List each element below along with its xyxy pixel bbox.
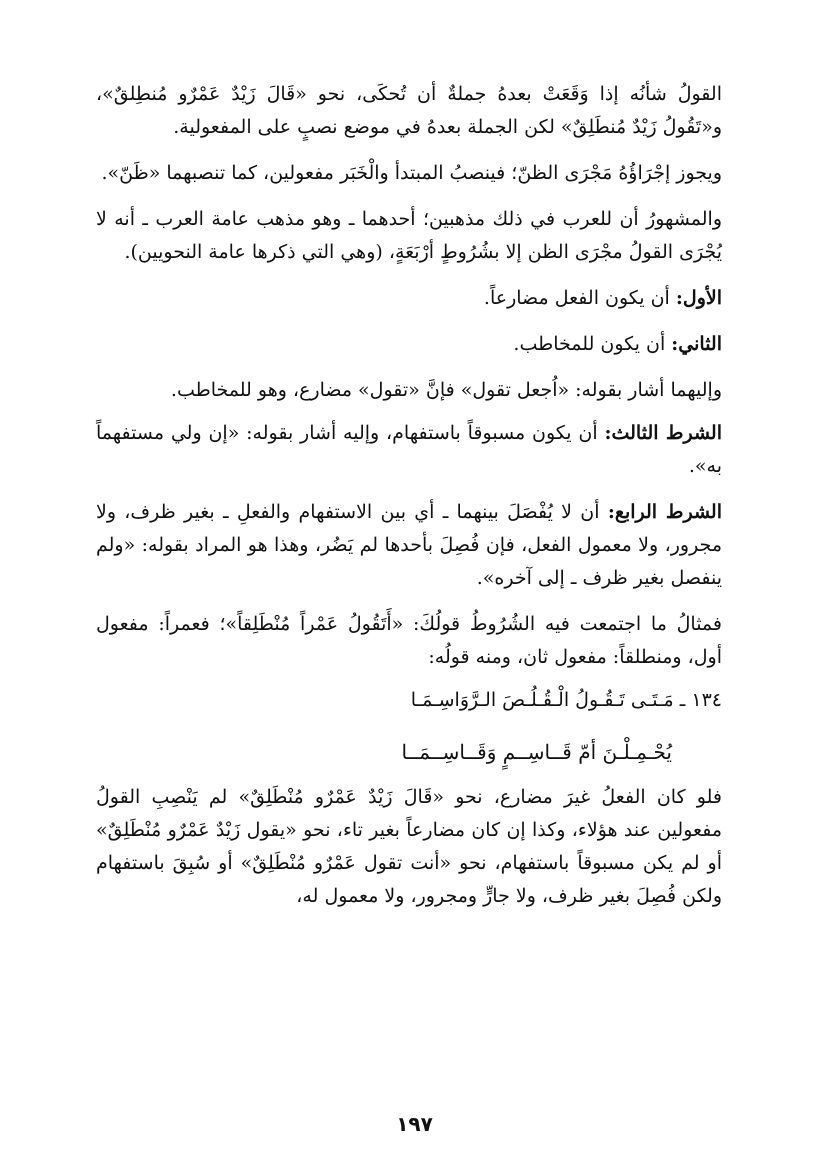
condition-fourth — [96, 496, 722, 595]
condition-second-label: الثاني: — [671, 333, 722, 355]
condition-third — [96, 417, 722, 483]
condition-first-label: الأول: — [675, 287, 722, 309]
condition-third-text: أن يكون مسبوقاً باستفهام، وإليه أشار بقوله: «إن ولي مستفهماً به». — [96, 422, 722, 477]
condition-first — [96, 282, 722, 315]
condition-fourth-label: الشرط الرابع: — [607, 501, 722, 523]
verse-first-half-text: مَـتَـى تَـقُـولُ الْـقُـلُـصَ الـرَّوَاسِـمَـا — [410, 689, 674, 711]
closing-paragraph: فلو كان الفعلُ غيرَ مضارع، نحو «قَالَ زَيْدٌ عَمْرٌو مُنْطَلِقٌ» لم يَنْصِبِ القولُ مفعولين عند هؤلاء، وكذا إن كان مضارعاً بغير تاء، نحو «يقول زَيْدٌ عَمْرٌو مُنْطَلِقٌ» أو لم يكن مسبوقاً باستفهام، نحو «أنت تقول عَمْرٌو مُنْطَلِقٌ» أو سُبِقَ باستفهام ولكن فُصِلَ بغير ظرف، ولا جارٍّ ومجرور، ولا معمول له، — [96, 786, 722, 907]
verse-second-half: يُحْـمِـلْـنَ أمّ قَــاسِــمٍ وَقَــاسِــمَــا — [401, 740, 672, 764]
condition-third-label: الشرط الثالث: — [604, 422, 722, 444]
condition-second-text: أن يكون للمخاطب. — [513, 333, 672, 355]
condition-second — [96, 328, 722, 361]
verse-number: ١٣٤ — [691, 689, 722, 711]
condition-fourth-text: أن لا يُفْصَلَ بينهما ـ أي بين الاستفهام والفعلِ ـ بغير ظرف، ولا مجرور، ولا معمول الفعل، فإن فُصِلَ بأحدها لم يَضُر، وهذا هو المراد بقوله: «ولم ينفصل بغير ظرف ـ إلى آخره». — [96, 501, 722, 589]
paragraph-ijra-majra-zann: ويجوز إجْرَاؤُهُ مَجْرَى الظنّ؛ فينصبُ المبتدأ والْخَبَر مفعولين، كما تنصبهما «ظَنّ». — [101, 162, 722, 184]
paragraph-madhhabayn: والمشهورُ أن للعرب في ذلك مذهبين؛ أحدهما ـ وهو مذهب عامة العرب ـ أنه لا يُجْرَى القولُ مجْرَى الظن إلا بشُرُوطٍ أرْبَعَةٍ، (وهي التي ذكرها عامة النحويين). — [96, 208, 722, 263]
paragraph-qawl-hikaya: القولُ شأنُه إذا وَقَعَتْ بعدهُ جملةٌ أن تُحكَى، نحو «قَالَ زَيْدٌ عَمْرٌو مُنطِلقٌ»، و«تَقُولُ زَيْدٌ مُنطَلِقٌ» لكن الجملة بعدهُ في موضع نصبٍ على المفعولية. — [96, 83, 722, 138]
example-intro: فمثالُ ما اجتمعت فيه الشُرُوطُ قولُكَ: «أَتَقُولُ عَمْراً مُنْطَلِقاً»؛ فعمراً: مفعول أول، ومنطلقاً: مفعول ثان، ومنه قولُه: — [96, 613, 723, 668]
note-both-conditions: وإليهما أشار بقوله: «اُجعل تقول» فإنَّ «تقول» مضارع، وهو للمخاطب. — [170, 379, 722, 401]
condition-first-text: أن يكون الفعل مضارعاً. — [483, 287, 676, 309]
page-number: ١٩٧ — [396, 1112, 433, 1136]
verse-first-half: ١٣٤ ـ مَـتَـى تَـقُـولُ الْـقُـلُـصَ الـرَّوَاسِـمَـا — [410, 689, 722, 711]
page-body — [96, 78, 722, 926]
